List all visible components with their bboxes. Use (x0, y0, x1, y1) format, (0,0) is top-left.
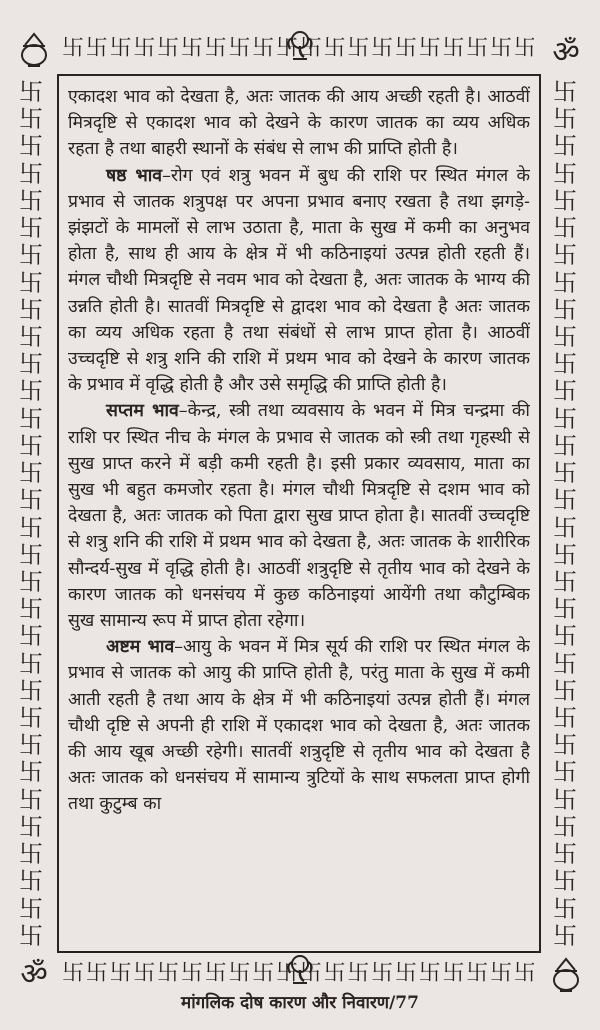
kalash-icon (546, 955, 586, 995)
swastika-icon: 卐 (19, 105, 43, 134)
swastika-icon: 卐 (299, 35, 320, 60)
swastika-icon: 卐 (19, 186, 43, 215)
swastika-icon: 卐 (180, 960, 201, 985)
paragraph: सप्तम भाव–केन्द्र, स्त्री तथा व्यवसाय के भवन में मित्र चन्द्रमा की राशि पर स्थित नीच के मंगल के प्रभाव से जातक को स्त्री तथा गृहस्थी से सुख प्राप्त करने में बड़ी कमी रहती है। इसी प्रकार व्यवसाय, माता का सुख भी बहुत कमजोर रहता है। मंगल चौथी मित्रदृष्टि से दशम भाव को देखता है, अतः जातक को पिता द्वारा सुख प्राप्त होता है। सातवीं उच्चदृष्टि से शत्रु शनि की राशि में प्रथम भाव को देखता है, अतः जातक के शारीरिक सौन्दर्य-सुख में वृद्धि होती है। आठवीं शत्रुदृष्टि से तृतीय भाव को देखने के कारण जातक को धनसंचय में कुछ कठिनाइयां आयेंगी तथा कौटुम्बिक सुख सामान्य रूप में प्राप्त होता रहेगा। (68, 400, 530, 632)
swastika-icon: 卐 (442, 960, 463, 985)
swastika-icon: 卐 (553, 186, 577, 215)
swastika-icon: 卐 (19, 649, 43, 678)
swastika-icon: 卐 (19, 540, 43, 569)
swastika-icon: 卐 (19, 486, 43, 515)
swastika-icon: 卐 (19, 840, 43, 869)
swastika-icon: 卐 (19, 404, 43, 433)
swastika-icon: 卐 (19, 894, 43, 923)
swastika-icon: 卐 (19, 322, 43, 351)
swastika-icon: 卐 (228, 960, 249, 985)
swastika-icon: 卐 (19, 350, 43, 379)
swastika-icon: 卐 (553, 431, 577, 460)
swastika-icon: 卐 (466, 960, 487, 985)
swastika-icon: 卐 (394, 960, 415, 985)
swastika-icon: 卐 (466, 35, 487, 60)
swastika-icon: 卐 (19, 704, 43, 733)
paragraph: षष्ठ भाव–रोग एवं शत्रु भवन में बुध की राशि पर स्थित मंगल के प्रभाव से जातक शत्रुपक्ष पर अपना प्रभाव बनाए रखता है तथा झगड़े- झंझटों के मामलों से लाभ उठाता है, माता के सुख में कमी का अनुभव होता है, साथ ही आय के क्षेत्र में भी कठिनाइयां उत्पन्न होती रहती हैं। मंगल चौथी मित्रदृष्टि से नवम भाव को देखता है, अतः जातक के भाग्य की उन्नति होती है। सातवीं मित्रदृष्टि से द्वादश भाव को देखता है अतः जातक का व्यय अधिक रहता है तथा संबंधों से लाभ प्राप्त होता है। आठवीं उच्चदृष्टि से शत्रु शनि की राशि में प्रथम भाव को देखने के कारण जातक के प्रभाव में वृद्धि होती है और उसे समृद्धि की प्राप्ति होती है। (68, 164, 530, 396)
swastika-icon: 卐 (85, 35, 106, 60)
ganesh-icon (283, 28, 317, 62)
swastika-icon: 卐 (19, 513, 43, 542)
swastika-icon: 卐 (553, 241, 577, 270)
swastika-icon: 卐 (19, 758, 43, 787)
page-body (68, 84, 530, 944)
om-icon: ॐ (20, 956, 48, 992)
swastika-icon: 卐 (276, 35, 297, 60)
swastika-icon: 卐 (553, 486, 577, 515)
swastika-icon: 卐 (19, 622, 43, 651)
swastika-icon: 卐 (553, 268, 577, 297)
swastika-icon: 卐 (19, 812, 43, 841)
swastika-icon: 卐 (553, 132, 577, 161)
section-heading: सप्तम भाव (106, 400, 179, 422)
swastika-icon: 卐 (553, 731, 577, 760)
swastika-icon: 卐 (19, 921, 43, 948)
swastika-icon: 卐 (371, 960, 392, 985)
swastika-icon: 卐 (394, 35, 415, 60)
swastika-icon: 卐 (553, 676, 577, 705)
kalash-icon (14, 30, 54, 70)
swastika-icon: 卐 (19, 595, 43, 624)
swastika-icon: 卐 (553, 459, 577, 488)
swastika-icon: 卐 (553, 704, 577, 733)
swastika-icon: 卐 (490, 960, 511, 985)
swastika-icon: 卐 (553, 105, 577, 134)
swastika-icon: 卐 (553, 513, 577, 542)
swastika-icon: 卐 (553, 404, 577, 433)
swastika-icon: 卐 (19, 567, 43, 596)
swastika-icon: 卐 (418, 960, 439, 985)
swastika-icon: 卐 (553, 159, 577, 188)
swastika-icon: 卐 (109, 35, 130, 60)
paragraph: एकादश भाव को देखता है, अतः जातक की आय अच्छी रहती है। आठवीं मित्रदृष्टि से एकादश भाव को देखने के कारण जातक का व्यय अधिक रहता है तथा बाहरी स्थानों के संबंध से लाभ की प्राप्ति होती है। (68, 87, 530, 160)
swastika-icon: 卐 (553, 567, 577, 596)
swastika-icon: 卐 (553, 622, 577, 651)
swastika-icon: 卐 (19, 241, 43, 270)
om-icon: ॐ (552, 34, 580, 70)
swastika-icon: 卐 (19, 214, 43, 243)
swastika-icon: 卐 (347, 960, 368, 985)
swastika-icon: 卐 (19, 132, 43, 161)
section-heading: अष्टम भाव (106, 636, 175, 658)
swastika-icon: 卐 (371, 35, 392, 60)
swastika-icon: 卐 (19, 867, 43, 896)
swastika-icon: 卐 (133, 960, 154, 985)
swastika-icon: 卐 (85, 960, 106, 985)
swastika-icon: 卐 (418, 35, 439, 60)
swastika-icon: 卐 (490, 35, 511, 60)
swastika-icon: 卐 (19, 431, 43, 460)
swastika-icon: 卐 (62, 35, 83, 60)
swastika-icon: 卐 (19, 785, 43, 814)
swastika-icon: 卐 (19, 676, 43, 705)
swastika-icon: 卐 (553, 595, 577, 624)
swastika-icon: 卐 (157, 960, 178, 985)
swastika-icon: 卐 (252, 35, 273, 60)
left-border (14, 80, 48, 948)
swastika-icon: 卐 (19, 731, 43, 760)
swastika-icon: 卐 (553, 214, 577, 243)
swastika-icon: 卐 (323, 35, 344, 60)
swastika-icon: 卐 (204, 960, 225, 985)
section-heading: षष्ठ भाव (106, 164, 163, 186)
swastika-icon: 卐 (19, 268, 43, 297)
swastika-icon: 卐 (553, 377, 577, 406)
swastika-icon: 卐 (19, 159, 43, 188)
swastika-icon: 卐 (19, 80, 43, 106)
swastika-icon: 卐 (19, 377, 43, 406)
right-border (548, 80, 582, 948)
swastika-icon: 卐 (180, 35, 201, 60)
swastika-icon: 卐 (553, 894, 577, 923)
swastika-icon: 卐 (62, 960, 83, 985)
swastika-icon: 卐 (228, 35, 249, 60)
swastika-icon: 卐 (204, 35, 225, 60)
swastika-icon: 卐 (109, 960, 130, 985)
swastika-icon: 卐 (513, 960, 534, 985)
swastika-icon: 卐 (553, 812, 577, 841)
swastika-icon: 卐 (299, 960, 320, 985)
paragraph: अष्टम भाव–आयु के भवन में मित्र सूर्य की राशि पर स्थित मंगल के प्रभाव से जातक को आयु की प्राप्ति होती है, परंतु माता के सुख में कमी आती रहती है तथा आय के क्षेत्र में भी कठिनाइयां उत्पन्न होती हैं। मंगल चौथी दृष्टि से अपनी ही राशि में एकादश भाव को देखता है, अतः जातक की आय खूब अच्छी रहेगी। सातवीं शत्रुदृष्टि से तृतीय भाव को देखता है अतः जातक को धनसंचय में सामान्य त्रुटियों के साथ सफलता प्राप्त होगी तथा कुटुम्ब का (68, 636, 530, 815)
swastika-icon: 卐 (553, 785, 577, 814)
swastika-icon: 卐 (323, 960, 344, 985)
swastika-icon: 卐 (553, 921, 577, 948)
swastika-icon: 卐 (347, 35, 368, 60)
swastika-icon: 卐 (442, 35, 463, 60)
ganesh-icon (283, 952, 317, 986)
swastika-icon: 卐 (513, 35, 534, 60)
page-footer: मांगलिक दोष कारण और निवारण/77 (181, 993, 419, 1013)
swastika-icon: 卐 (553, 758, 577, 787)
swastika-icon: 卐 (252, 960, 273, 985)
swastika-icon: 卐 (553, 295, 577, 324)
swastika-icon: 卐 (276, 960, 297, 985)
swastika-icon: 卐 (19, 459, 43, 488)
swastika-icon: 卐 (553, 840, 577, 869)
swastika-icon: 卐 (553, 540, 577, 569)
swastika-icon: 卐 (157, 35, 178, 60)
swastika-icon: 卐 (553, 350, 577, 379)
swastika-icon: 卐 (553, 649, 577, 678)
swastika-icon: 卐 (19, 295, 43, 324)
swastika-icon: 卐 (553, 80, 577, 106)
swastika-icon: 卐 (553, 322, 577, 351)
swastika-icon: 卐 (553, 867, 577, 896)
swastika-icon: 卐 (133, 35, 154, 60)
